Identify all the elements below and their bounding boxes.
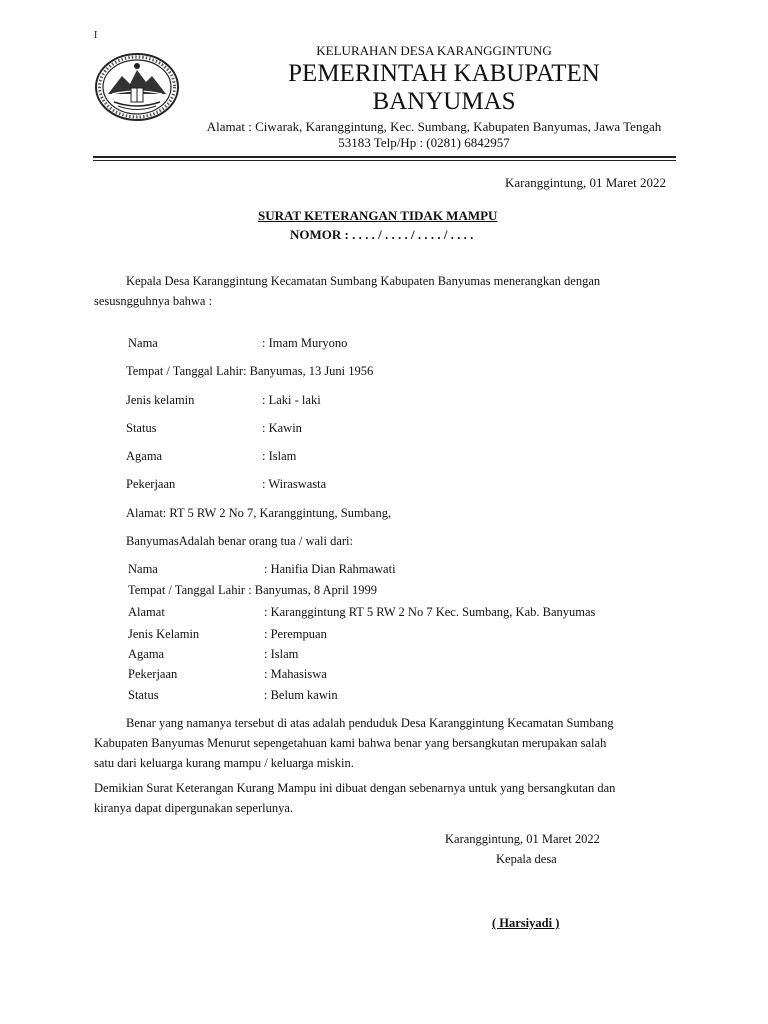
parent-name-value: : Imam Muryono	[262, 336, 348, 350]
parent-status-label: Status	[126, 421, 157, 435]
closing-line-1: Demikian Surat Keterangan Kurang Mampu ini dibuat dengan sebenarnya untuk yang bersangkutan dan	[94, 781, 616, 795]
signatory-name: ( Harsiyadi )	[492, 916, 560, 930]
child-religion-label: Agama	[128, 647, 165, 661]
parent-status-value: : Kawin	[262, 421, 302, 435]
government-title-line2: BANYUMAS	[372, 88, 516, 115]
parent-gender-label: Jenis kelamin	[126, 393, 195, 407]
letter-title: SURAT KETERANGAN TIDAK MAMPU	[258, 208, 498, 223]
parent-birth: Tempat / Tanggal Lahir: Banyumas, 13 Juni 1956	[126, 364, 374, 378]
header-divider-thick	[93, 156, 676, 158]
parent-job-label: Pekerjaan	[126, 477, 176, 491]
header-divider-thin	[93, 160, 676, 161]
page-marker: I	[94, 30, 98, 41]
intro-line-1: Kepala Desa Karanggintung Kecamatan Sumbang Kabupaten Banyumas menerangkan dengan	[126, 274, 601, 288]
office-address-line2: 53183 Telp/Hp : (0281) 6842957	[338, 135, 510, 150]
signature-position: Kepala desa	[496, 852, 557, 866]
child-address-label: Alamat	[128, 605, 165, 619]
parent-address-continued: BanyumasAdalah benar orang tua / wali dari:	[126, 534, 354, 548]
child-status-label: Status	[128, 688, 159, 702]
letter-date: Karanggintung, 01 Maret 2022	[505, 175, 667, 190]
government-title-line1: PEMERINTAH KABUPATEN	[288, 60, 600, 87]
body-line-3: satu dari keluarga kurang mampu / keluarga miskin.	[94, 756, 354, 770]
child-name-label: Nama	[128, 562, 158, 576]
body-line-1: Benar yang namanya tersebut di atas adalah penduduk Desa Karanggintung Kecamatan Sumbang	[126, 716, 614, 730]
child-religion-value: : Islam	[264, 647, 299, 661]
child-birth: Tempat / Tanggal Lahir : Banyumas, 8 April 1999	[128, 583, 378, 597]
parent-gender-value: : Laki - laki	[262, 393, 321, 407]
body-line-2: Kabupaten Banyumas Menurut sepengetahuan kami bahwa benar yang bersangkutan merupakan salah	[94, 736, 607, 750]
parent-job-value: : Wiraswasta	[262, 477, 327, 491]
village-name: KELURAHAN DESA KARANGGINTUNG	[316, 43, 552, 58]
child-job-value: : Mahasiswa	[264, 667, 327, 681]
parent-religion-value: : Islam	[262, 449, 297, 463]
intro-line-2: sesusngguhnya bahwa :	[94, 294, 213, 308]
parent-address: Alamat: RT 5 RW 2 No 7, Karanggintung, Sumbang,	[126, 506, 392, 520]
parent-religion-label: Agama	[126, 449, 163, 463]
child-name-value: : Hanifia Dian Rahmawati	[264, 562, 396, 576]
office-address-line1: Alamat : Ciwarak, Karanggintung, Kec. Sumbang, Kabupaten Banyumas, Jawa Tengah	[206, 119, 662, 134]
child-job-label: Pekerjaan	[128, 667, 178, 681]
child-gender-label: Jenis Kelamin	[128, 627, 200, 641]
child-address-value: : Karanggintung RT 5 RW 2 No 7 Kec. Sumbang, Kab. Banyumas	[264, 605, 596, 619]
child-status-value: : Belum kawin	[264, 688, 338, 702]
child-gender-value: : Perempuan	[264, 627, 327, 641]
signature-place-date: Karanggintung, 01 Maret 2022	[445, 832, 600, 846]
parent-name-label: Nama	[128, 336, 158, 350]
letter-number: NOMOR : . . . . / . . . . / . . . . / . . . .	[290, 227, 474, 242]
closing-line-2: kiranya dapat dipergunakan seperlunya.	[94, 801, 293, 815]
